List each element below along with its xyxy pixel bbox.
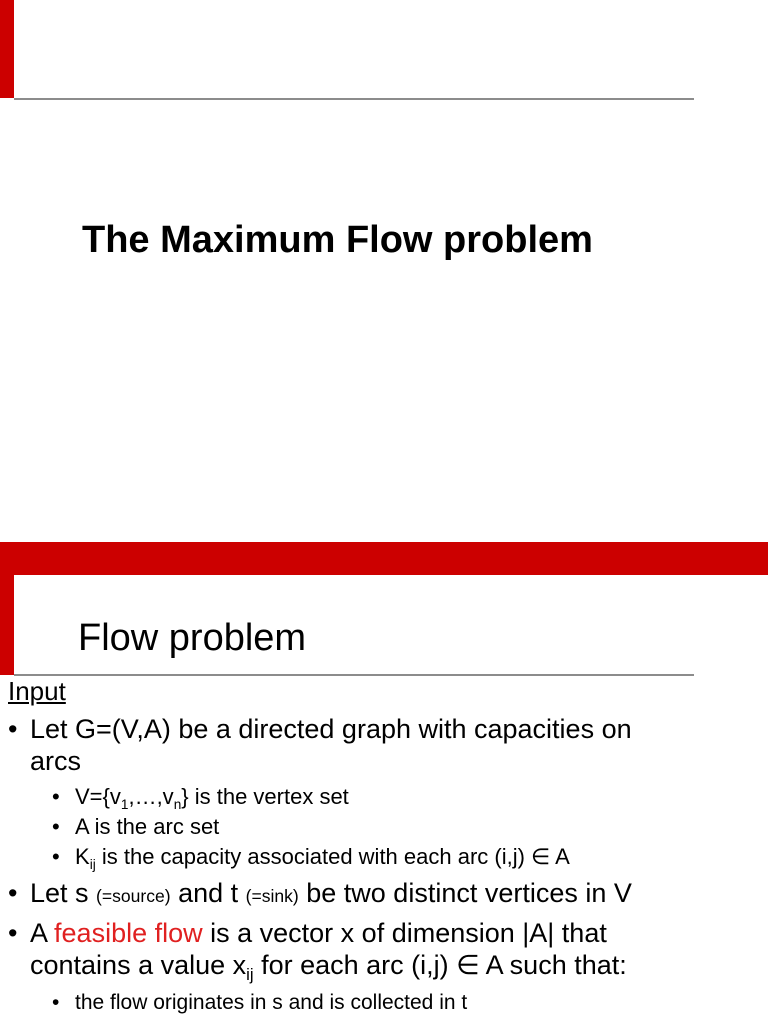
subscript: ij [246, 964, 254, 984]
bullet-text-line2: arcs [30, 746, 82, 776]
bullet-marker: • [52, 991, 60, 1014]
slide-title-heading: The Maximum Flow problem [82, 219, 593, 261]
text-part: contains a value x [30, 950, 247, 980]
text-part: is the capacity associated with each arc (i,j) ∈ A [95, 844, 570, 869]
subscript: ij [89, 856, 96, 872]
sub-bullet-text [75, 842, 570, 872]
bullet-marker: • [52, 814, 60, 839]
bullet-marker: • [52, 844, 60, 869]
source-note: (=source) [96, 886, 171, 906]
bullet-text [30, 877, 632, 912]
sub-bullet-text [75, 782, 349, 812]
bullet-marker: • [8, 714, 18, 744]
text-part: and t [170, 878, 246, 908]
input-label: Input [8, 676, 66, 706]
slide-flow-problem [0, 542, 768, 1024]
header-rule [14, 674, 694, 676]
bullet-text-line1 [30, 917, 607, 949]
sub-bullet-text: A is the arc set [75, 814, 220, 839]
bullet-marker: • [8, 878, 18, 908]
accent-bar [0, 0, 14, 98]
text-part: for each arc (i,j) ∈ A such that: [253, 950, 627, 980]
accent-bar [0, 575, 14, 675]
text-part: Let s [30, 878, 97, 908]
bullet-text-line1: Let G=(V,A) be a directed graph with capacities on [30, 714, 632, 744]
text-part: is a vector x of dimension |A| that [202, 918, 607, 948]
feasible-flow-term: feasible flow [54, 918, 203, 948]
text-part: K [75, 844, 90, 869]
subscript: n [173, 796, 182, 812]
sink-note: (=sink) [245, 886, 299, 906]
subscript: 1 [120, 796, 129, 812]
text-part: V={v [75, 784, 121, 809]
bullet-text-line2 [30, 949, 627, 984]
bullet-marker: • [52, 784, 60, 809]
header-rule [14, 98, 694, 100]
top-accent-band [0, 542, 768, 575]
text-part: be two distinct vertices in V [298, 878, 632, 908]
slide-heading: Flow problem [78, 617, 307, 659]
text-part: } is the vertex set [181, 784, 349, 809]
sub-bullet-text: the flow originates in s and is collected in t [75, 991, 468, 1014]
text-part: A [30, 918, 55, 948]
bullet-marker: • [8, 918, 18, 948]
text-part: ,…,v [128, 784, 174, 809]
